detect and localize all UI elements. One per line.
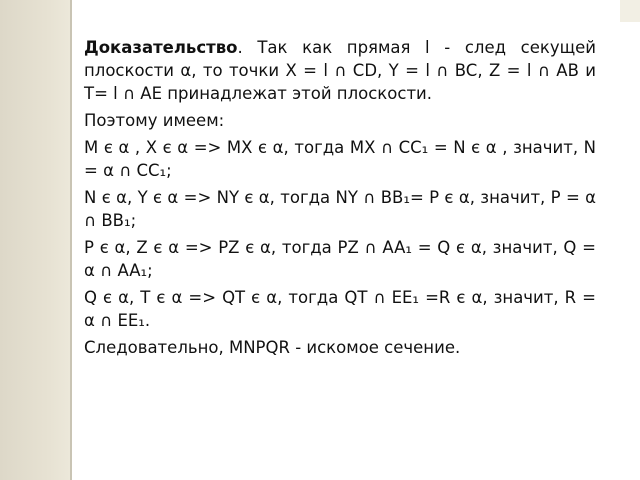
proof-line-4: N є α, Y є α => NY є α, тогда NY ∩ BB₁= P є α, значит, P = α ∩ BB₁; [84,188,596,230]
proof-heading: Доказательство [84,38,238,57]
margin-divider [70,0,72,480]
proof-text [84,36,596,363]
left-margin-strip [0,0,70,480]
proof-conclusion: Следовательно, MNPQR - искомое сечение. [84,338,461,357]
proof-line-5: P є α, Z є α => PZ є α, тогда PZ ∩ AA₁ = Q є α, значит, Q = α ∩ AA₁; [84,238,596,280]
proof-intro-text: . Так как прямая l - след секущей плоскости α, то точки X = l ∩ CD, Y = l ∩ BC, Z = l ∩ AB и T= l ∩ AE принадлежат этой плоскости. [84,38,596,103]
proof-line-6: Q є α, T є α => QT є α, тогда QT ∩ EE₁ =R є α, значит, R = α ∩ EE₁. [84,288,596,330]
proof-line-2: Поэтому имеем: [84,111,225,130]
page-corner [620,0,640,22]
proof-paragraph-intro [84,36,596,105]
proof-line-3: M є α , X є α => MX є α, тогда MX ∩ CC₁ = N є α , значит, N = α ∩ CC₁; [84,138,596,180]
